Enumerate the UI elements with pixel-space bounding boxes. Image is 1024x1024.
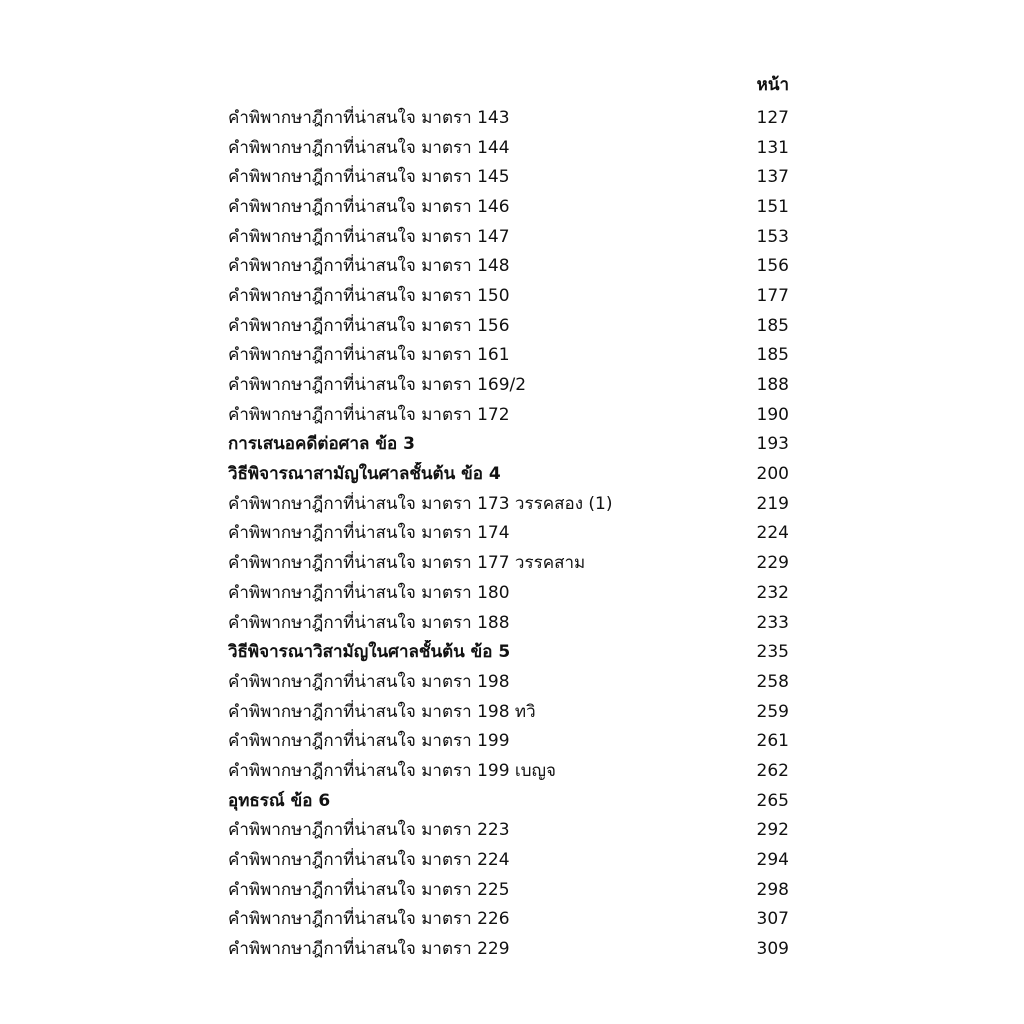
- toc-entry: [228, 905, 789, 935]
- toc-section-heading: [228, 786, 789, 816]
- toc-entry-page-number: 232: [756, 582, 789, 603]
- toc-entry-title: คำพิพากษาฎีกาที่น่าสนใจ มาตรา 161: [228, 345, 510, 366]
- toc-entry: [228, 667, 789, 697]
- toc-entry-page-number: 262: [756, 760, 789, 781]
- toc-entry-title: คำพิพากษาฎีกาที่น่าสนใจ มาตรา 169/2: [228, 375, 527, 396]
- toc-entry-title: คำพิพากษาฎีกาที่น่าสนใจ มาตรา 177 วรรคสาม: [228, 553, 586, 574]
- toc-entry: [228, 281, 789, 311]
- toc-entry-title: วิธีพิจารณาวิสามัญในศาลชั้นต้น ข้อ 5: [228, 642, 511, 663]
- toc-entry-page-number: 258: [756, 671, 789, 692]
- toc-entry-page-number: 190: [756, 404, 789, 425]
- toc-entry: [228, 341, 789, 371]
- toc-entry: [228, 133, 789, 163]
- toc-entry-page-number: 224: [756, 523, 789, 544]
- toc-entry-page-number: 265: [756, 790, 789, 811]
- toc-entry: [228, 578, 789, 608]
- toc-entry: [228, 400, 789, 430]
- toc-entry: [228, 311, 789, 341]
- toc-entry: [228, 192, 789, 222]
- toc-entry-page-number: 131: [756, 137, 789, 158]
- toc-entry-page-number: 185: [756, 345, 789, 366]
- toc-entry-title: คำพิพากษาฎีกาที่น่าสนใจ มาตรา 229: [228, 939, 510, 960]
- toc-entry: [228, 103, 789, 133]
- toc-entry-title: คำพิพากษาฎีกาที่น่าสนใจ มาตรา 145: [228, 167, 510, 188]
- page-column-header: หน้า: [756, 75, 789, 95]
- toc-entry-title: คำพิพากษาฎีกาที่น่าสนใจ มาตรา 150: [228, 285, 510, 306]
- toc-entry-title: คำพิพากษาฎีกาที่น่าสนใจ มาตรา 226: [228, 909, 510, 930]
- toc-entry: [228, 697, 789, 727]
- toc-entry-page-number: 294: [756, 850, 789, 871]
- toc-entry-page-number: 298: [756, 879, 789, 900]
- toc-entry-page-number: 233: [756, 612, 789, 633]
- toc-entry: [228, 608, 789, 638]
- toc-entry: [228, 548, 789, 578]
- toc-entry-title: คำพิพากษาฎีกาที่น่าสนใจ มาตรา 225: [228, 879, 510, 900]
- toc-entry-title: คำพิพากษาฎีกาที่น่าสนใจ มาตรา 223: [228, 820, 510, 841]
- toc-entry-page-number: 188: [756, 375, 789, 396]
- toc-entry-page-number: 156: [756, 256, 789, 277]
- toc-entry-page-number: 153: [756, 226, 789, 247]
- toc-entry-title: คำพิพากษาฎีกาที่น่าสนใจ มาตรา 146: [228, 196, 510, 217]
- toc-entry-page-number: 193: [756, 434, 789, 455]
- toc-entry-title: คำพิพากษาฎีกาที่น่าสนใจ มาตรา 224: [228, 850, 510, 871]
- toc-section-heading: [228, 459, 789, 489]
- toc-entry-page-number: 185: [756, 315, 789, 336]
- toc-entry-page-number: 219: [756, 493, 789, 514]
- toc-entry-page-number: 127: [756, 107, 789, 128]
- toc-entry-title: การเสนอคดีต่อศาล ข้อ 3: [228, 434, 415, 455]
- toc-entry: [228, 162, 789, 192]
- toc-entry: [228, 816, 789, 846]
- toc-entry: [228, 251, 789, 281]
- toc-entry: [228, 875, 789, 905]
- toc-entry-page-number: 261: [756, 731, 789, 752]
- toc-entry: [228, 726, 789, 756]
- toc-entry-title: คำพิพากษาฎีกาที่น่าสนใจ มาตรา 144: [228, 137, 510, 158]
- toc-entry-title: คำพิพากษาฎีกาที่น่าสนใจ มาตรา 188: [228, 612, 510, 633]
- toc-entry-title: วิธีพิจารณาสามัญในศาลชั้นต้น ข้อ 4: [228, 464, 501, 485]
- toc-entry-page-number: 137: [756, 167, 789, 188]
- toc-entry: [228, 370, 789, 400]
- toc-entry-title: คำพิพากษาฎีกาที่น่าสนใจ มาตรา 198 ทวิ: [228, 701, 536, 722]
- toc-entry-page-number: 309: [756, 939, 789, 960]
- toc-entry: [228, 489, 789, 519]
- toc-entry-page-number: 151: [756, 196, 789, 217]
- toc-entry-page-number: 307: [756, 909, 789, 930]
- toc-entry-title: อุทธรณ์ ข้อ 6: [228, 790, 331, 811]
- toc-section-heading: [228, 430, 789, 460]
- toc-entry-title: คำพิพากษาฎีกาที่น่าสนใจ มาตรา 143: [228, 107, 510, 128]
- toc-entry-title: คำพิพากษาฎีกาที่น่าสนใจ มาตรา 174: [228, 523, 510, 544]
- toc-entry-title: คำพิพากษาฎีกาที่น่าสนใจ มาตรา 198: [228, 671, 510, 692]
- toc-entry-title: คำพิพากษาฎีกาที่น่าสนใจ มาตรา 199: [228, 731, 510, 752]
- toc-entry-title: คำพิพากษาฎีกาที่น่าสนใจ มาตรา 147: [228, 226, 510, 247]
- toc-entry-title: คำพิพากษาฎีกาที่น่าสนใจ มาตรา 172: [228, 404, 510, 425]
- toc-entry-page-number: 229: [756, 553, 789, 574]
- toc-entry-title: คำพิพากษาฎีกาที่น่าสนใจ มาตรา 199 เบญจ: [228, 760, 556, 781]
- toc-entry-page-number: 177: [756, 285, 789, 306]
- toc-entry: [228, 756, 789, 786]
- toc-entry-page-number: 292: [756, 820, 789, 841]
- toc-entry-title: คำพิพากษาฎีกาที่น่าสนใจ มาตรา 148: [228, 256, 510, 277]
- toc-entry-title: คำพิพากษาฎีกาที่น่าสนใจ มาตรา 180: [228, 582, 510, 603]
- toc-section-heading: [228, 637, 789, 667]
- toc-entry-page-number: 200: [756, 464, 789, 485]
- toc-entry: [228, 519, 789, 549]
- toc-entry: [228, 934, 789, 964]
- toc-entry-title: คำพิพากษาฎีกาที่น่าสนใจ มาตรา 173 วรรคสอง (1): [228, 493, 613, 514]
- toc-entry-title: คำพิพากษาฎีกาที่น่าสนใจ มาตรา 156: [228, 315, 510, 336]
- toc-entry: [228, 845, 789, 875]
- toc-entry-page-number: 259: [756, 701, 789, 722]
- toc-entry-page-number: 235: [756, 642, 789, 663]
- toc-list: [228, 103, 789, 964]
- toc-entry: [228, 222, 789, 252]
